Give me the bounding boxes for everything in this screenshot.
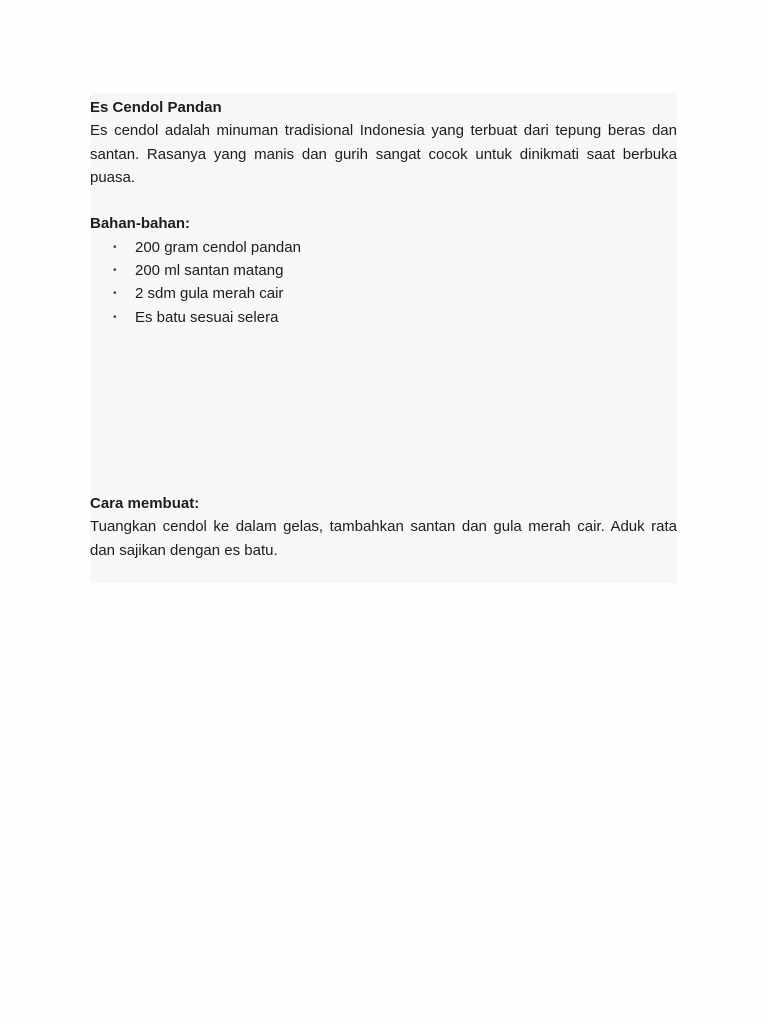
steps-heading: Cara membuat: (90, 495, 200, 513)
ingredients-row (90, 236, 677, 469)
list-item (90, 259, 318, 282)
bullet-icon: • (113, 241, 117, 253)
list-item (90, 306, 318, 329)
steps-block (90, 469, 677, 583)
ingredient-text: Es batu sesuai selera (135, 308, 279, 326)
recipe-intro-block (90, 93, 677, 236)
ingredients-heading: Bahan-bahan: (90, 215, 191, 233)
ingredients-list (90, 236, 318, 469)
ingredient-text: 200 gram cendol pandan (135, 238, 301, 256)
list-item (90, 282, 318, 305)
bullet-icon: • (113, 311, 117, 323)
recipe-content (90, 93, 677, 583)
steps-text: Tuangkan cendol ke dalam gelas, tambahkan santan dan gula merah cair. Aduk rata dan sajikan dengan es batu. (90, 518, 677, 559)
bottom-padding (90, 562, 677, 583)
ingredient-text: 2 sdm gula merah cair (135, 285, 284, 303)
recipe-title: Es Cendol Pandan (90, 99, 222, 116)
ingredient-text: 200 ml santan matang (135, 262, 284, 280)
shade-filler (318, 236, 677, 469)
bullet-icon: • (113, 288, 117, 300)
list-item (90, 236, 318, 259)
bullet-icon: • (113, 265, 117, 277)
spacer (90, 189, 677, 212)
recipe-intro: Es cendol adalah minuman tradisional Indonesia yang terbuat dari tepung beras dan santan. Rasanya yang manis dan gurih sangat cocok untuk dinikmati saat berbuka puasa. (90, 122, 677, 186)
